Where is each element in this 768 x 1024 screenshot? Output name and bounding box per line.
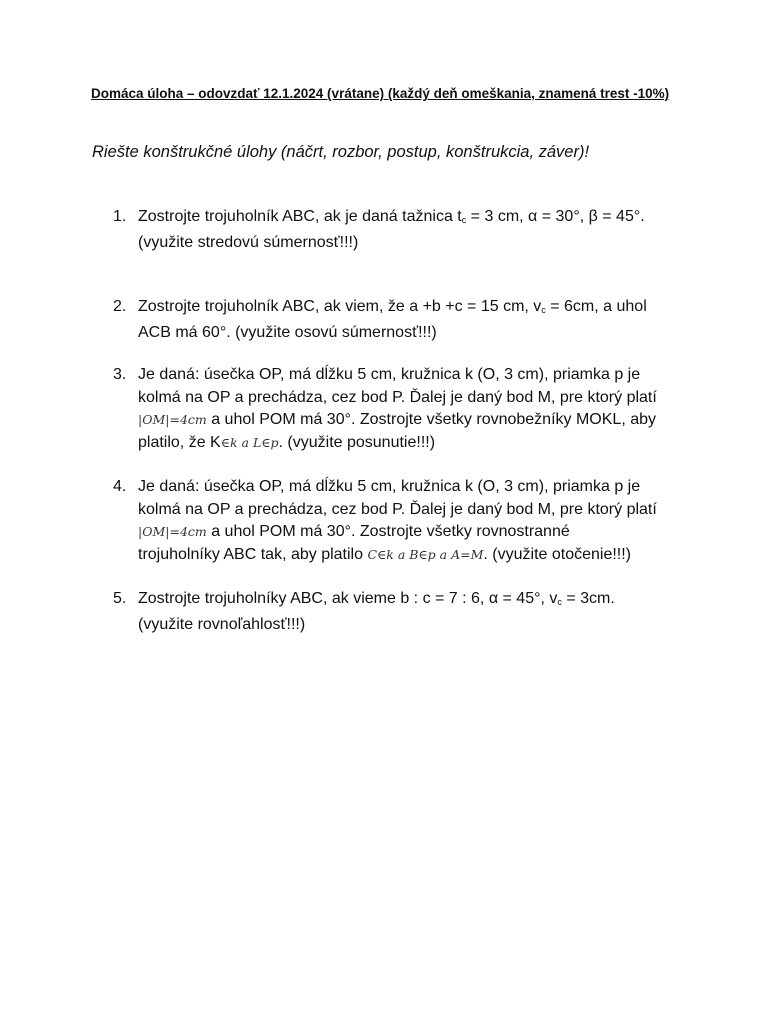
- task-line: [138, 521, 698, 544]
- task-line: [138, 296, 698, 322]
- task-line: kolmá na OP a prechádza, cez bod P. Ďalej je daný bod M, pre ktorý platí: [138, 388, 657, 406]
- task-text: Zostrojte trojuholníky ABC, ak vieme b : c = 7 : 6, α = 45°, v: [138, 590, 558, 607]
- task-line: (využite rovnoľahlosť!!!): [138, 615, 306, 633]
- task-text: . (využite posunutie!!!): [278, 433, 436, 451]
- task-text: = 3 cm, α = 30°, β = 45°.: [466, 208, 645, 225]
- task-line: [138, 409, 698, 432]
- task-line: [138, 206, 698, 232]
- task-number: 5.: [113, 590, 127, 607]
- task-text: . (využite otočenie!!!): [483, 545, 632, 563]
- instruction-text: Riešte konštrukčné úlohy (náčrt, rozbor, postup, konštrukcia, záver)!: [92, 143, 590, 161]
- task-line: (využite stredovú súmernosť!!!): [138, 233, 359, 251]
- math-expression: |OM|=4cm: [138, 524, 207, 539]
- task-number: 1.: [113, 208, 127, 225]
- task-text: platilo, že K: [138, 433, 221, 451]
- subscript: c: [557, 597, 562, 607]
- task-body: [138, 296, 698, 344]
- math-expression: C∈k a B∈p a A=M: [367, 546, 484, 562]
- task-number: 4.: [113, 478, 127, 495]
- task-line: Je daná: úsečka OP, má dĺžku 5 cm, kružnica k (O, 3 cm), priamka p je: [138, 366, 641, 383]
- task-text: Zostrojte trojuholník ABC, ak viem, že a +b +c = 15 cm, v: [138, 298, 542, 315]
- task-line: ACB má 60°. (využite osovú súmernosť!!!): [138, 323, 437, 341]
- task-line: Je daná: úsečka OP, má dĺžku 5 cm, kružnica k (O, 3 cm), priamka p je: [138, 478, 641, 495]
- task-line: [138, 432, 698, 455]
- task-text: trojuholníky ABC tak, aby platilo: [138, 545, 368, 563]
- task-line: [138, 544, 698, 567]
- task-text: = 6cm, a uhol: [545, 298, 647, 315]
- task-number: 3.: [113, 366, 127, 383]
- task-body: [138, 476, 698, 566]
- task-number: 2.: [113, 298, 127, 315]
- math-expression: |OM|=4cm: [138, 412, 207, 427]
- task-body: [138, 364, 698, 454]
- math-expression: ∈k a L∈p: [220, 434, 279, 450]
- task-text: a uhol POM má 30°. Zostrojte všetky rovnostranné: [206, 523, 570, 540]
- task-body: [138, 206, 698, 254]
- task-line: kolmá na OP a prechádza, cez bod P. Ďalej je daný bod M, pre ktorý platí: [138, 500, 657, 518]
- task-body: [138, 588, 698, 636]
- subscript: c: [461, 215, 467, 225]
- task-line: [138, 588, 698, 614]
- assignment-title: Domáca úloha – odovzdať 12.1.2024 (vrátane) (každý deň omeškania, znamená trest -10%): [91, 86, 670, 101]
- task-text: a uhol POM má 30°. Zostrojte všetky rovnobežníky MOKL, aby: [206, 411, 656, 428]
- task-text: = 3cm.: [561, 590, 615, 607]
- task-text: Zostrojte trojuholník ABC, ak je daná tažnica t: [138, 208, 462, 225]
- subscript: c: [541, 305, 546, 315]
